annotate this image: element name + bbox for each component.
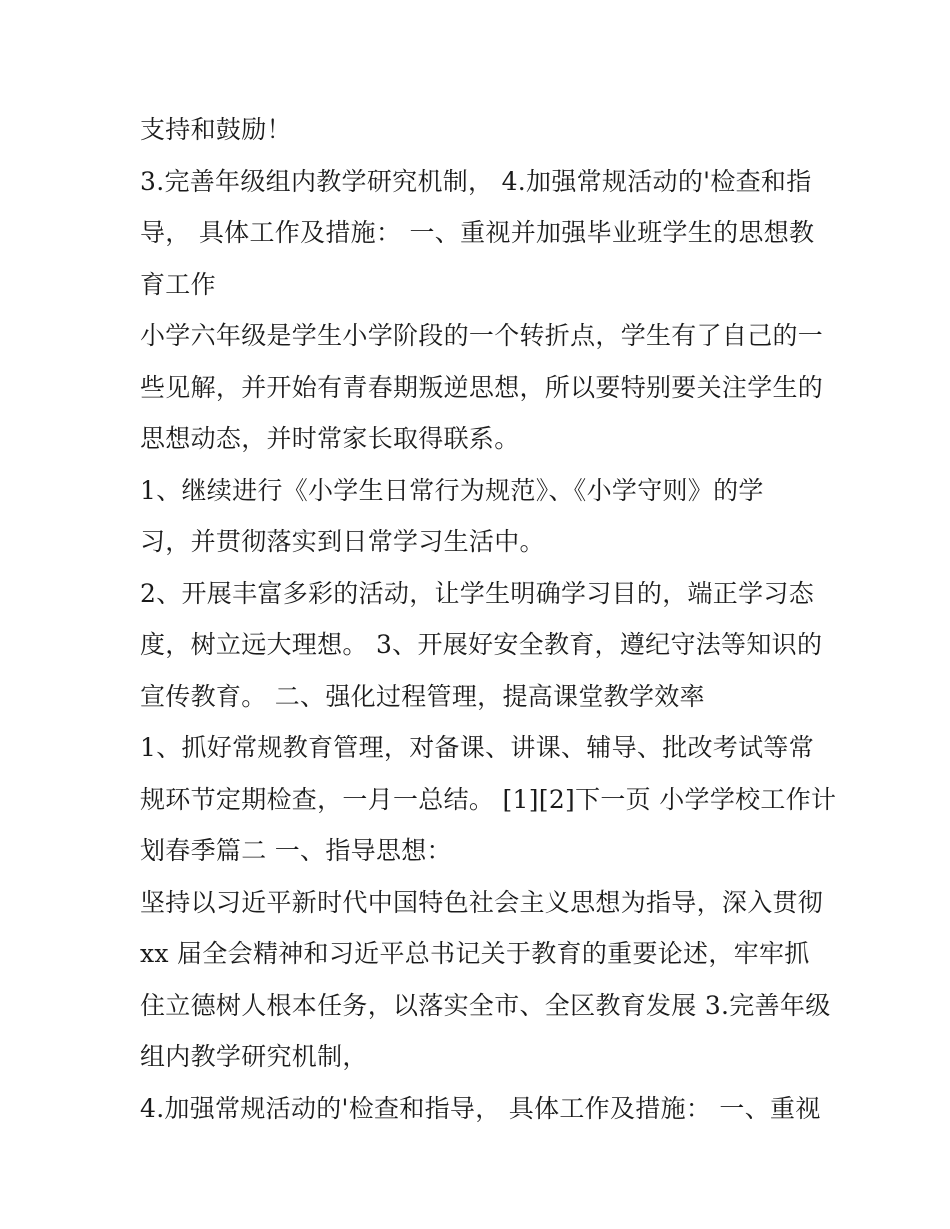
text-line: 度，树立远大理想。 3、开展好安全教育，遵纪守法等知识的 bbox=[140, 630, 823, 659]
text-line: 3.完善年级组内教学研究机制， 4.加强常规活动的'检查和指 bbox=[140, 166, 812, 196]
text-line: 习，并贯彻落实到日常学习生活中。 bbox=[140, 527, 545, 556]
text-line: 思想动态，并时常家长取得联系。 bbox=[140, 424, 520, 453]
text-line: 4.加强常规活动的'检查和指导， 具体工作及措施： 一、重视 bbox=[140, 1093, 821, 1123]
text-line: 宣传教育。 二、强化过程管理，提高课堂教学效率 bbox=[140, 681, 705, 711]
text-line: 导， 具体工作及措施： 一、重视并加强毕业班学生的思想教 bbox=[140, 218, 815, 247]
text-line: 育工作 bbox=[140, 269, 216, 299]
document-body bbox=[140, 104, 837, 1134]
text-line: 支持和鼓励！ bbox=[140, 115, 292, 144]
text-line: 些见解，并开始有青春期叛逆思想，所以要特别要关注学生的 bbox=[140, 372, 824, 402]
text-line: 住立德树人根本任务，以落实全市、全区教育发展 3.完善年级 bbox=[140, 990, 831, 1020]
text-line: xx 届全会精神和习近平总书记关于教育的重要论述，牢牢抓 bbox=[140, 939, 810, 968]
text-line: 组内教学研究机制， bbox=[140, 1042, 368, 1071]
text-line: 2、开展丰富多彩的活动，让学生明确学习目的，端正学习态 bbox=[140, 578, 815, 608]
text-line: 划春季篇二 一、指导思想： bbox=[140, 836, 452, 865]
text-line: 1、继续进行《小学生日常行为规范》、《小学守则》的学 bbox=[140, 475, 764, 505]
text-line: 1、抓好常规教育管理，对备课、讲课、辅导、批改考试等常 bbox=[140, 733, 815, 762]
text-line: 坚持以习近平新时代中国特色社会主义思想为指导，深入贯彻 bbox=[140, 887, 824, 917]
text-line: 小学六年级是学生小学阶段的一个转折点，学生有了自己的一 bbox=[140, 321, 824, 350]
text-line: 规环节定期检查，一月一总结。 [1][2]下一页 小学学校工作计 bbox=[140, 784, 837, 814]
